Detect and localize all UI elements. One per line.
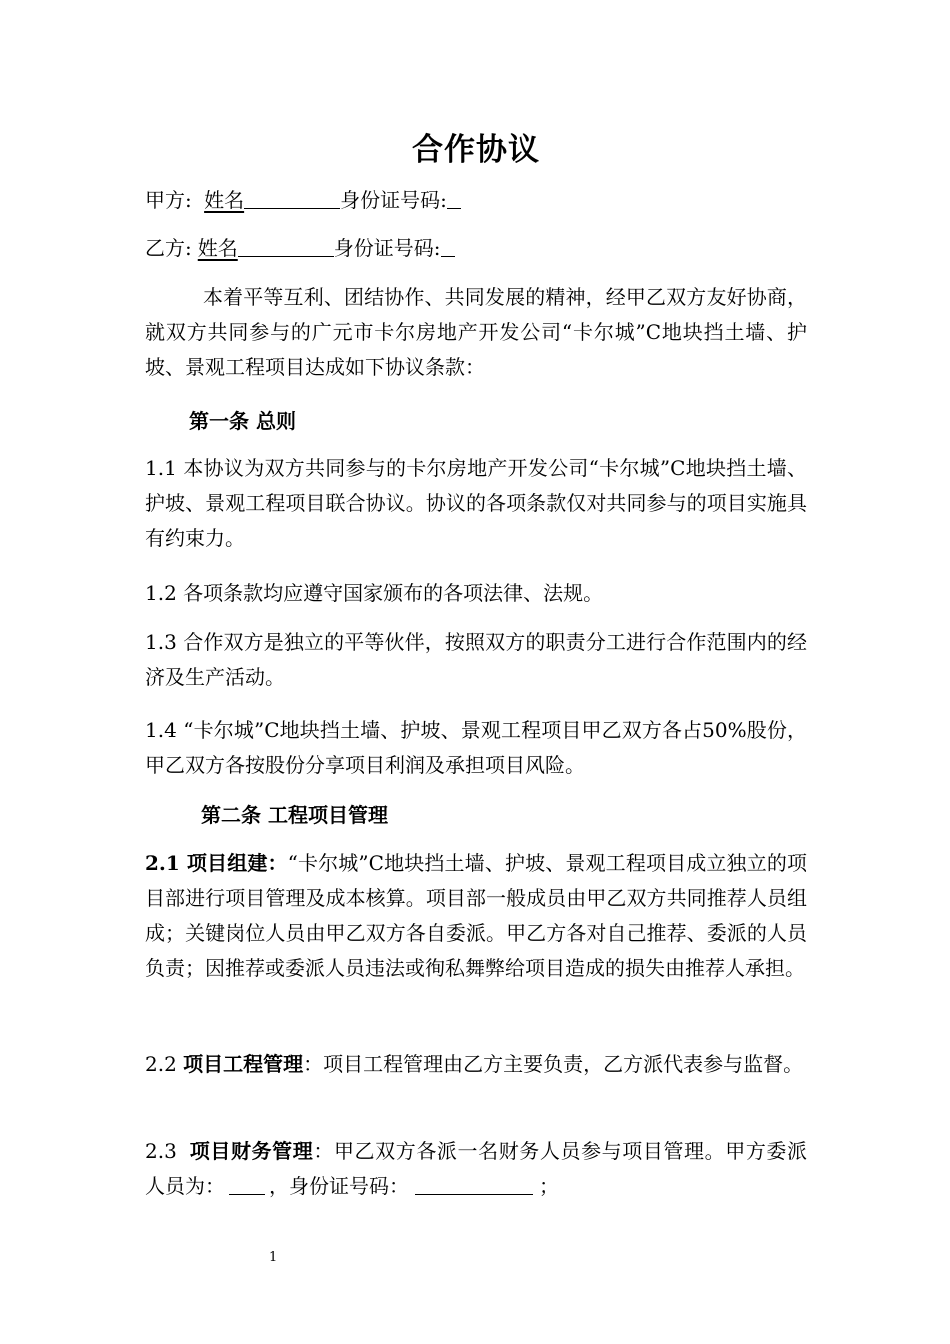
party-b-id-label: 身份证号码: [333,236,441,260]
party-a-id-label: 身份证号码: [340,188,447,212]
clause-2-2-number: 2.2 [145,1052,177,1076]
page-title: 合作协议 [412,132,540,168]
party-a-line [145,185,461,215]
party-b-label: 乙方: [145,236,192,260]
party-a-name-label: 姓名 [204,188,245,212]
clause-1-1: 1.1 本协议为双方共同参与的卡尔房地产开发公司“卡尔城”C地块挡土墙、护坡、景观工程项目联合协议。协议的各项条款仅对共同参与的项目实施具有约束力。 [145,456,807,550]
party-a-id-blank [447,186,461,209]
clause-2-1-text: “卡尔城”C地块挡土墙、护坡、景观工程项目成立独立的项目部进行项目管理及成本核算。项目部一般成员由甲乙双方共同推荐人员组成；关键岗位人员由甲乙双方各自委派。甲乙方各对自己推荐、委派的人员负责；因推荐或委派人员违法或徇私舞弊给项目造成的损失由推荐人承担。 [145,851,807,980]
clause-2-3-text: ：甲乙双方各派一名财务人员参与项目管理。甲方委派人员为： [145,1139,808,1198]
clause-1-3: 1.3 合作双方是独立的平等伙伴，按照双方的职责分工进行合作范围内的经济及生产活动。 [145,630,807,689]
clause-2-3 [145,1134,807,1204]
finance-id-blank [415,1172,533,1195]
intro-paragraph: 本着平等互利、团结协作、共同发展的精神，经甲乙双方友好协商，就双方共同参与的广元市卡尔房地产开发公司“卡尔城”C地块挡土墙、护坡、景观工程项目达成如下协议条款： [145,285,807,379]
clause-2-2 [145,1047,807,1082]
clause-2-3-number: 2.3 [145,1139,177,1163]
party-a-label: 甲方: [145,188,192,212]
party-a-name-blank [244,186,340,209]
clause-2-3-label: 项目财务管理 [189,1139,314,1163]
clause-2-2-text: ：项目工程管理由乙方主要负责，乙方派代表参与监督。 [303,1052,804,1076]
clause-2-2-label: 项目工程管理 [183,1052,304,1076]
clause-2-3-mid: ，身份证号码： [269,1174,409,1198]
section1-heading: 第一条 总则 [189,409,296,433]
clause-1-4: 1.4 “卡尔城”C地块挡土墙、护坡、景观工程项目甲乙双方各占50%股份，甲乙双方各按股份分享项目利润及承担项目风险。 [145,718,807,777]
finance-person-blank [229,1172,265,1195]
clause-1-2: 1.2 各项条款均应遵守国家颁布的各项法律、法规。 [145,581,604,605]
party-b-line [145,233,455,263]
party-b-name-label: 姓名 [197,236,238,260]
party-b-id-blank [441,234,455,257]
clause-2-1-label: 2.1 项目组建： [145,851,288,875]
party-b-name-blank [238,234,334,257]
clause-2-1 [145,846,807,986]
clause-2-3-end: ； [539,1174,559,1198]
page-number: 1 [269,1250,278,1265]
section2-heading: 第二条 工程项目管理 [201,803,388,827]
